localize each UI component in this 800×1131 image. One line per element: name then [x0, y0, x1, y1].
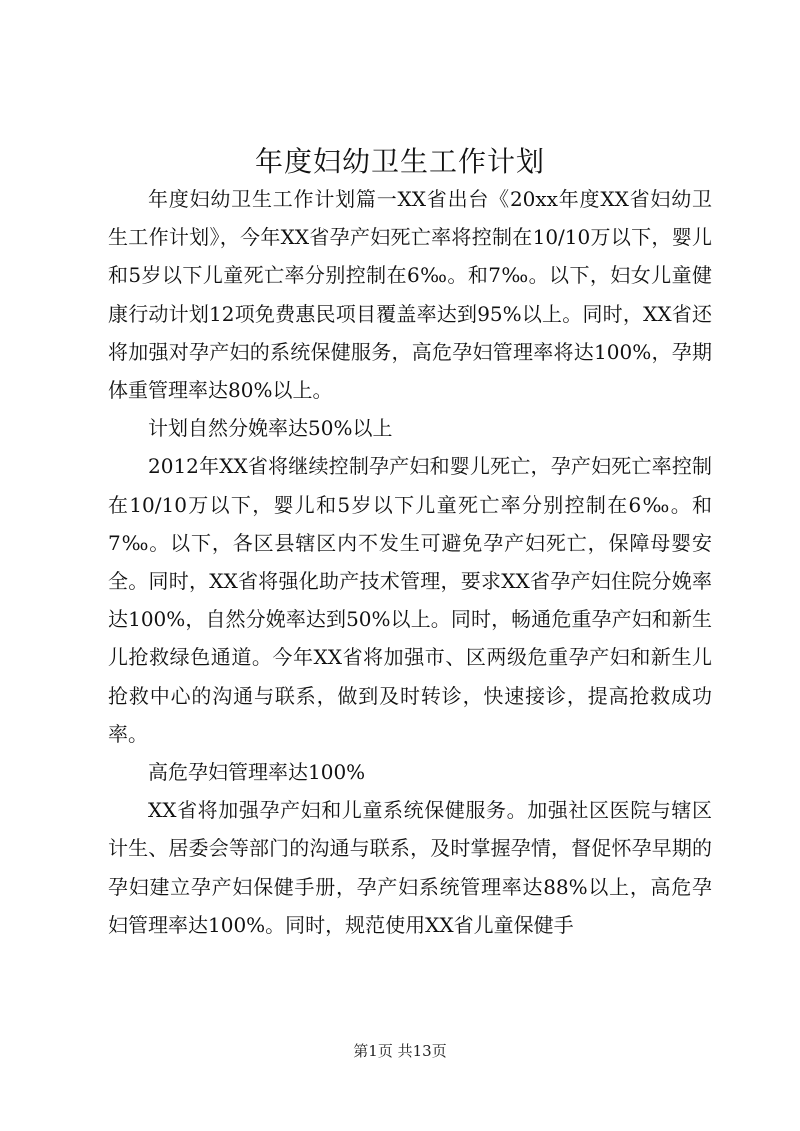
document-body [108, 180, 712, 944]
section-heading-high-risk: 高危孕妇管理率达100% [148, 760, 366, 785]
section-heading-natural-birth: 计划自然分娩率达50%以上 [148, 416, 393, 441]
paragraph-intro: 年度妇幼卫生工作计划篇一XX省出台《20xx年度XX省妇幼卫生工作计划》，今年XX省孕产妇死亡率将控制在10/10万以下，婴儿和5岁以下儿童死亡率分别控制在6‰。和7‰。以下，妇女儿童健康行动计划12项免费惠民项目覆盖率达到95%以上。同时，XX省还将加强对孕产妇的系统保健服务，高危孕妇管理率将达100%，孕期体重管理率达80%以上。 [108, 187, 712, 403]
paragraph-2012-plan: 2012年XX省将继续控制孕产妇和婴儿死亡，孕产妇死亡率控制在10/10万以下，婴儿和5岁以下儿童死亡率分别控制在6‰。和7‰。以下，各区县辖区内不发生可避免孕产妇死亡，保障母婴安全。同时，XX省将强化助产技术管理，要求XX省孕产妇住院分娩率达100%，自然分娩率达到50%以上。同时，畅通危重孕产妇和新生儿抢救绿色通道。今年XX省将加强市、区两级危重孕产妇和新生儿抢救中心的沟通与联系，做到及时转诊，快速接诊，提高抢救成功率。 [108, 454, 712, 746]
paragraph-health-services: XX省将加强孕产妇和儿童系统保健服务。加强社区医院与辖区计生、居委会等部门的沟通与联系，及时掌握孕情，督促怀孕早期的孕妇建立孕产妇保健手册，孕产妇系统管理率达88%以上，高危孕妇管理率达100%。同时，规范使用XX省儿童保健手 [108, 798, 712, 937]
page-footer: 第1页 共13页 [353, 1042, 447, 1060]
document-title: 年度妇幼卫生工作计划 [254, 145, 545, 178]
